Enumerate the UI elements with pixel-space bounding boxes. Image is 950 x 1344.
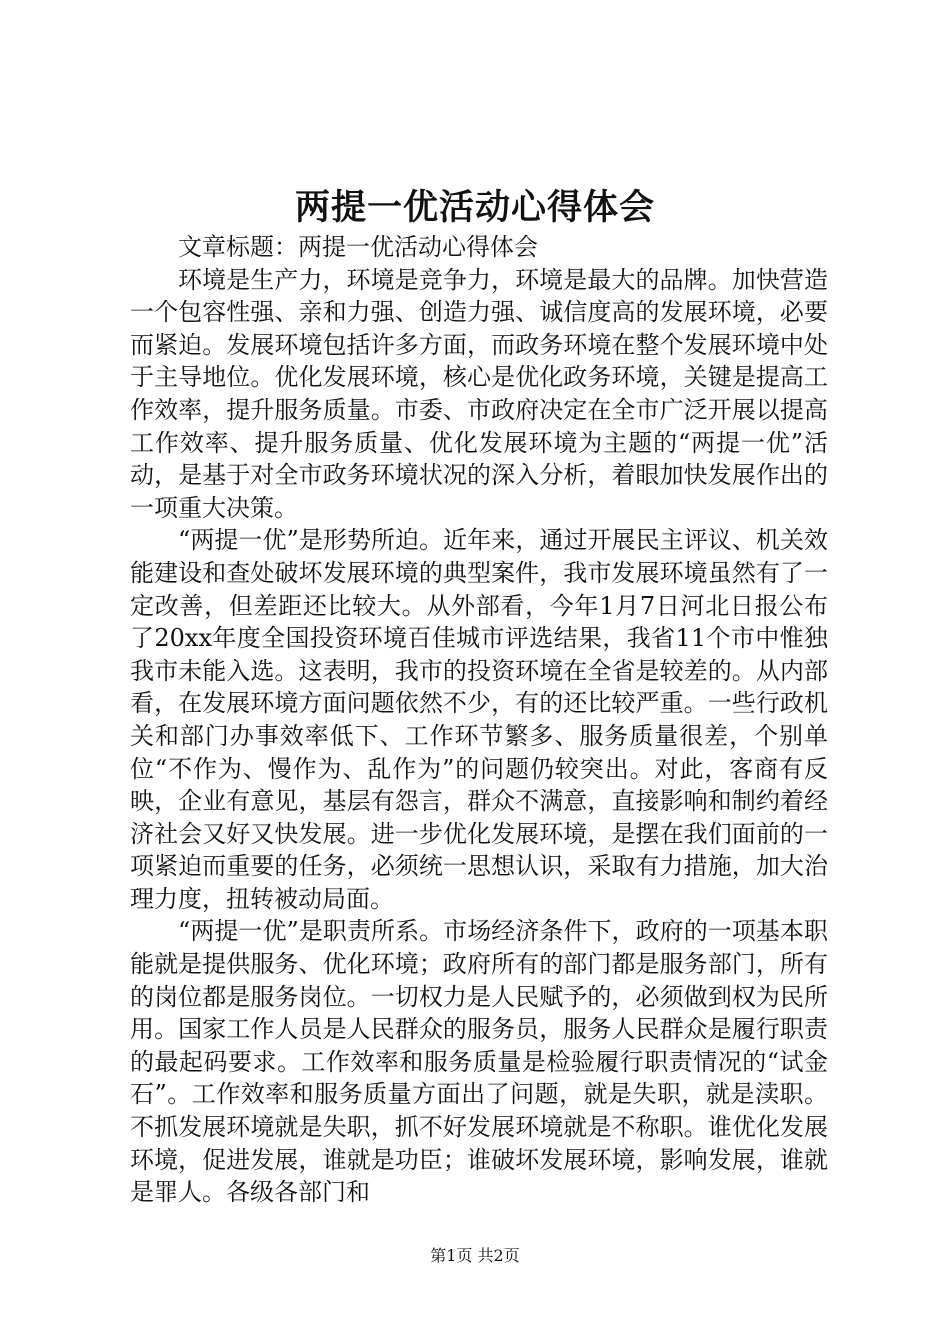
document-body	[130, 231, 828, 1209]
page-number-footer: 第1页 共2页	[430, 1246, 520, 1265]
document-title: 两提一优活动心得体会	[294, 187, 655, 228]
paragraph-environment: 环境是生产力，环境是竞争力，环境是最大的品牌。加快营造一个包容性强、亲和力强、创造力强、诚信度高的发展环境，必要而紧迫。发展环境包括许多方面，而政务环境在整个发展环境中处于主导地位。优化发展环境，核心是优化政务环境，关键是提高工作效率，提升服务质量。市委、市政府决定在全市广泛开展以提高工作效率、提升服务质量、优化发展环境为主题的“两提一优”活动，是基于对全市政务环境状况的深入分析，着眼加快发展作出的一项重大决策。	[130, 265, 828, 522]
paragraph-situation: “两提一优”是形势所迫。近年来，通过开展民主评议、机关效能建设和查处破坏发展环境的典型案件，我市发展环境虽然有了一定改善，但差距还比较大。从外部看，今年1月7日河北日报公布了20xx年度全国投资环境百佳城市评选结果，我省11个市中惟独我市未能入选。这表明，我市的投资环境在全省是较差的。从内部看，在发展环境方面问题依然不少，有的还比较严重。一些行政机关和部门办事效率低下、工作环节繁多、服务质量很差，个别单位“不作为、慢作为、乱作为”的问题仍较突出。对此，客商有反映，企业有意见，基层有怨言，群众不满意，直接影响和制约着经济社会又好又快发展。进一步优化发展环境，是摆在我们面前的一项紧迫而重要的任务，必须统一思想认识，采取有力措施，加大治理力度，扭转被动局面。	[130, 526, 828, 913]
article-title-line: 文章标题：两提一优活动心得体会	[178, 233, 538, 261]
paragraph-duty: “两提一优”是职责所系。市场经济条件下，政府的一项基本职能就是提供服务、优化环境；政府所有的部门都是服务部门，所有的岗位都是服务岗位。一切权力是人民赋予的，必须做到权为民所用。国家工作人员是人民群众的服务员，服务人民群众是履行职责的最起码要求。工作效率和服务质量是检验履行职责情况的“试金石”。工作效率和服务质量方面出了问题，就是失职，就是渎职。不抓发展环境就是失职，抓不好发展环境就是不称职。谁优化发展环境，促进发展，谁就是功臣；谁破坏发展环境，影响发展，谁就是罪人。各级各部门和	[130, 917, 828, 1207]
